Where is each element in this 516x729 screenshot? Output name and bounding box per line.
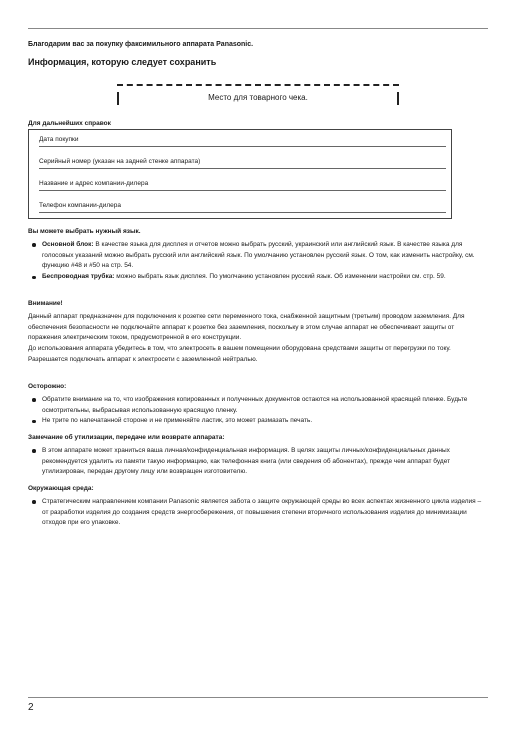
page-heading: Информация, которую следует сохранить xyxy=(28,57,217,67)
bottom-rule xyxy=(28,697,488,698)
caution-section xyxy=(28,382,488,427)
warning-paragraph-2: До использования аппарата убедитесь в том, что электросеть в вашем помещении оборудована средствами защиты от перегрузки по току. xyxy=(28,345,451,353)
warning-section xyxy=(28,299,488,366)
language-item-handset-label: Беспроводная трубка: xyxy=(42,273,115,281)
warning-title: Внимание! xyxy=(28,300,63,307)
language-item-main-unit-text: В качестве языка для дисплея и отчетов можно выбрать русский, украинский или английский язык. В качестве языка для голосовых указаний можно выбрать русский или английский язык. По умолчанию установлен русский язык. О том, как изменить настройку, см. функцию #48 и #50 на стр. 54. xyxy=(42,240,475,270)
receipt-label: Место для товарного чека. xyxy=(208,93,308,102)
language-item-main-unit xyxy=(28,240,488,272)
disposal-section xyxy=(28,433,488,478)
caution-item: Обратите внимание на то, что изображения копированных и полученных документов остаются на использованной красящей пленке. Будьте осмотрительны, выбрасывая использованную красящую пленку. xyxy=(28,395,488,417)
caution-title: Осторожно: xyxy=(28,383,67,390)
reference-row-serial-number: Серийный номер (указан на задней стенке аппарата) xyxy=(39,158,446,169)
reference-title: Для дальнейших справок xyxy=(28,120,111,127)
page-number: 2 xyxy=(28,702,34,713)
reference-row-dealer-address: Название и адрес компании-дилера xyxy=(39,180,446,191)
language-title: Вы можете выбрать нужный язык. xyxy=(28,228,141,235)
reference-box xyxy=(28,129,452,219)
warning-paragraph-1: Данный аппарат предназначен для подключения к розетке сети переменного тока, снабженной защитным (третьим) проводом заземления. Для обеспечения безопасности не подключайте аппарат к розетке без заземления, поскольку в этом случае аппарат не обеспечивает защиты от поражения электрическим током, предусмотренной в его конструкции. xyxy=(28,312,465,342)
reference-row-purchase-date: Дата покупки xyxy=(39,136,446,147)
language-section xyxy=(28,227,488,283)
language-item-handset-text: можно выбрать язык дисплея. По умолчанию установлен русский язык. Об изменении настройки см. стр. 59. xyxy=(114,273,446,281)
top-rule xyxy=(28,28,488,29)
language-item-main-unit-label: Основной блок: xyxy=(42,240,94,248)
environment-title: Окружающая среда: xyxy=(28,485,94,492)
reference-row-dealer-phone: Телефон компании-дилера xyxy=(39,202,446,213)
disposal-title: Замечание об утилизации, передаче или возврате аппарата: xyxy=(28,434,225,441)
language-item-handset xyxy=(28,272,488,283)
intro-text: Благодарим вас за покупку факсимильного аппарата Panasonic. xyxy=(28,41,254,48)
environment-section xyxy=(28,484,488,529)
disposal-item: В этом аппарате может храниться ваша личная/конфиденциальная информация. В целях защиты личных/конфиденциальных данных рекомендуется удалить из памяти такую информацию, как телефонная книга (или сведения об абонентах), прежде чем аппарат будет утилизирован, передан другому лицу или возвращен изготовителю. xyxy=(28,446,488,478)
caution-item: Не трите по напечатанной стороне и не применяйте ластик, это может размазать печать. xyxy=(28,416,488,427)
warning-paragraph-3: Разрешается подключать аппарат к электросети с заземленной нейтралью. xyxy=(28,355,258,363)
environment-item: Стратегическим направлением компании Panasonic является забота о защите окружающей среды во всех аспектах жизненного цикла изделия – от разработки изделия до создания средств энергосбережения, от повышения степени вторичного использования изделия до минимизации отходов при его упаковке. xyxy=(28,497,488,529)
receipt-placeholder xyxy=(117,84,399,107)
